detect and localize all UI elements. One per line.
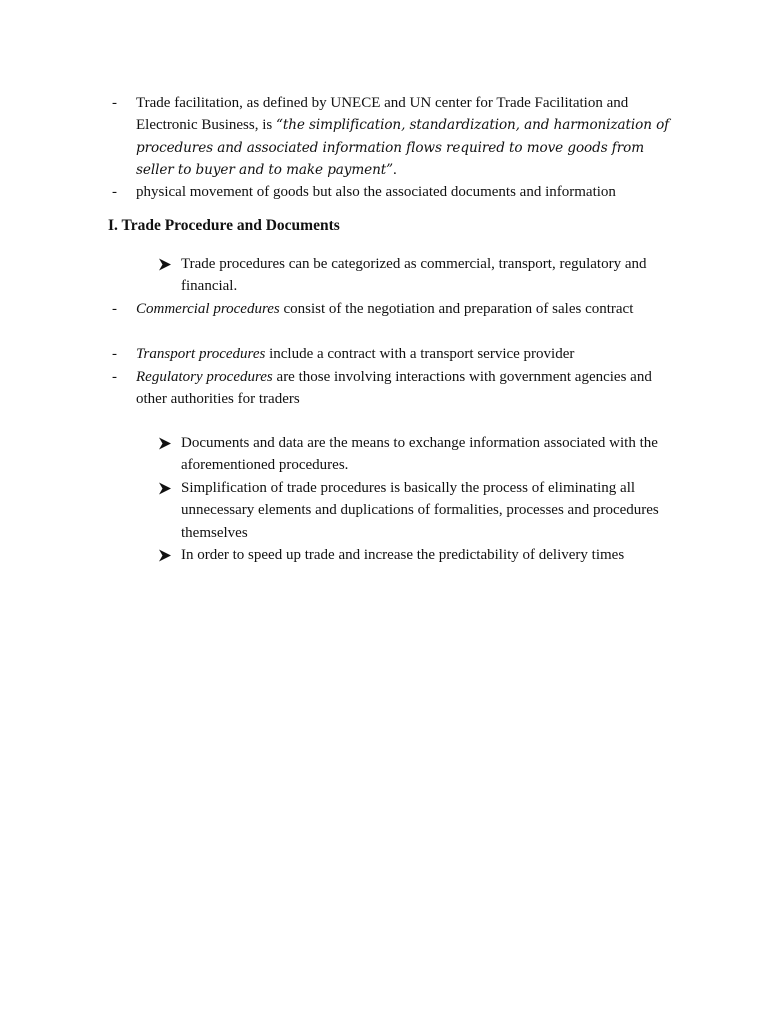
definition-tail: .	[393, 162, 397, 179]
transport-description: include a contract with a transport service provider	[265, 346, 575, 362]
arrow-bullet-icon	[158, 258, 172, 271]
definition-text	[136, 92, 684, 182]
regulatory-description: are those involving interactions with government agencies and other authorities for traders	[136, 369, 652, 408]
arrow-item-text: In order to speed up trade and increase the predictability of delivery times	[181, 547, 625, 563]
arrow-item-text: Documents and data are the means to exchange information associated with the aforementioned procedures.	[181, 435, 658, 474]
arrow-bullet-icon	[158, 437, 172, 450]
arrow-bullet-icon	[158, 482, 172, 495]
transport-term: Transport procedures	[136, 346, 266, 362]
arrow-bullet-icon	[158, 549, 172, 562]
movement-text: physical movement of goods but also the associated documents and information	[136, 184, 616, 200]
commercial-text	[136, 298, 684, 320]
regulatory-text	[136, 366, 684, 411]
dash-bullet: -	[112, 346, 117, 362]
dash-bullet: -	[112, 369, 117, 385]
commercial-term: Commercial procedures	[136, 301, 280, 317]
arrow-item-text: Trade procedures can be categorized as commercial, transport, regulatory and financial.	[181, 256, 647, 295]
dash-bullet: -	[112, 184, 117, 200]
commercial-description: consist of the negotiation and preparation of sales contract	[279, 301, 634, 317]
dash-bullet: -	[112, 95, 117, 111]
arrow-item-text: Simplification of trade procedures is basically the process of eliminating all unnecessary elements and duplications of formalities, processes and procedures themselves	[181, 480, 659, 541]
transport-text	[136, 343, 684, 365]
regulatory-term: Regulatory procedures	[136, 369, 273, 385]
section-heading: I. Trade Procedure and Documents	[108, 217, 340, 234]
dash-bullet: -	[112, 301, 117, 317]
definition-quote: “the simplification, standardization, and harmonization of procedures and associated information flows required to move goods from seller to buyer and to make payment”	[136, 117, 670, 179]
definition-lead: Trade facilitation, as defined by UNECE and UN center for Trade Facilitation and Electronic Business, is	[136, 95, 629, 134]
